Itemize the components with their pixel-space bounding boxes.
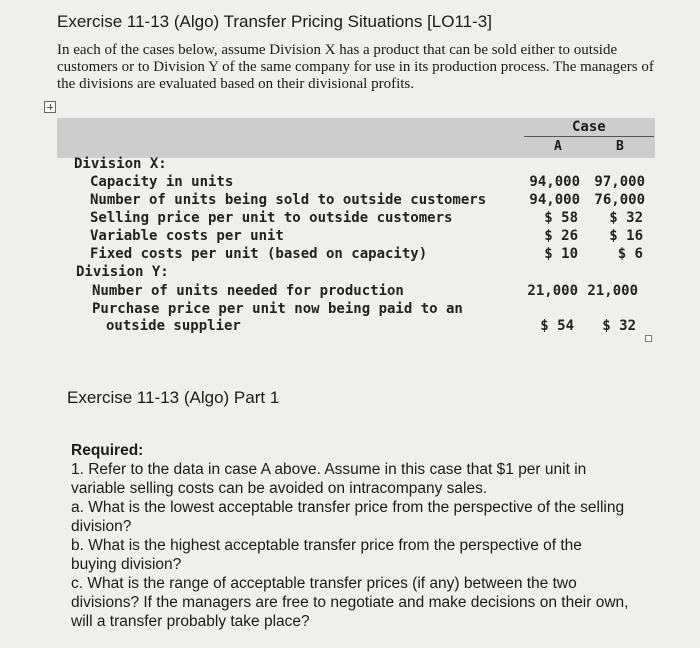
row-value-purchase-price-b: $ 32	[602, 318, 636, 334]
row-label-selling-price: Selling price per unit to outside customers	[90, 210, 453, 226]
row-value-units-needed-a: 21,000	[527, 283, 578, 299]
row-value-variable-costs-a: $ 26	[544, 228, 578, 244]
question-a: a. What is the lowest acceptable transfer price from the perspective of the selling division?	[71, 499, 625, 535]
row-value-capacity-a: 94,000	[529, 174, 580, 190]
row-label-purchase-price: Purchase price per unit now being paid to an	[92, 301, 463, 317]
row-value-purchase-price-a: $ 54	[540, 318, 574, 334]
required-heading: Required:	[71, 442, 144, 459]
expand-plus-icon[interactable]	[44, 101, 56, 113]
row-label-purchase-price-cont: outside supplier	[106, 318, 241, 334]
small-square-icon	[645, 335, 652, 342]
required-section	[71, 441, 631, 631]
row-label-units-needed: Number of units needed for production	[92, 283, 404, 299]
column-header-a: A	[554, 139, 562, 154]
row-value-variable-costs-b: $ 16	[609, 228, 643, 244]
row-value-units-sold-b: 76,000	[594, 192, 645, 208]
row-value-capacity-b: 97,000	[594, 174, 645, 190]
question-b: b. What is the highest acceptable transfer price from the perspective of the buying division?	[71, 537, 582, 573]
row-value-fixed-costs-b: $ 6	[617, 246, 643, 262]
row-label-units-sold: Number of units being sold to outside customers	[90, 192, 487, 208]
row-label-capacity: Capacity in units	[90, 174, 234, 190]
division-x-label: Division X:	[74, 156, 167, 172]
row-value-selling-price-b: $ 32	[609, 210, 643, 226]
case-header: Case	[572, 119, 606, 135]
question-1: 1. Refer to the data in case A above. Assume in this case that $1 per unit in variable selling costs can be avoided on intracompany sales.	[71, 461, 587, 497]
question-c: c. What is the range of acceptable transfer prices (if any) between the two divisions? If the managers are free to negotiate and make decisions on their own, will a transfer probably take place?	[71, 575, 629, 630]
row-value-fixed-costs-a: $ 10	[544, 246, 578, 262]
row-value-units-needed-b: 21,000	[587, 283, 638, 299]
table-header-bar	[57, 118, 655, 158]
intro-paragraph: In each of the cases below, assume Division X has a product that can be sold either to outside customers or to Division Y of the same company for use in its production process. The managers of the divisions are evaluated based on their divisional profits.	[57, 42, 654, 92]
row-label-variable-costs: Variable costs per unit	[90, 228, 284, 244]
exercise-title: Exercise 11-13 (Algo) Transfer Pricing Situations [LO11-3]	[57, 12, 492, 31]
row-value-selling-price-a: $ 58	[544, 210, 578, 226]
column-header-b: B	[616, 139, 624, 154]
row-label-fixed-costs: Fixed costs per unit (based on capacity)	[90, 246, 428, 262]
case-header-rule	[524, 136, 654, 137]
division-y-label: Division Y:	[76, 264, 169, 280]
row-value-units-sold-a: 94,000	[529, 192, 580, 208]
part-title: Exercise 11-13 (Algo) Part 1	[67, 388, 280, 407]
